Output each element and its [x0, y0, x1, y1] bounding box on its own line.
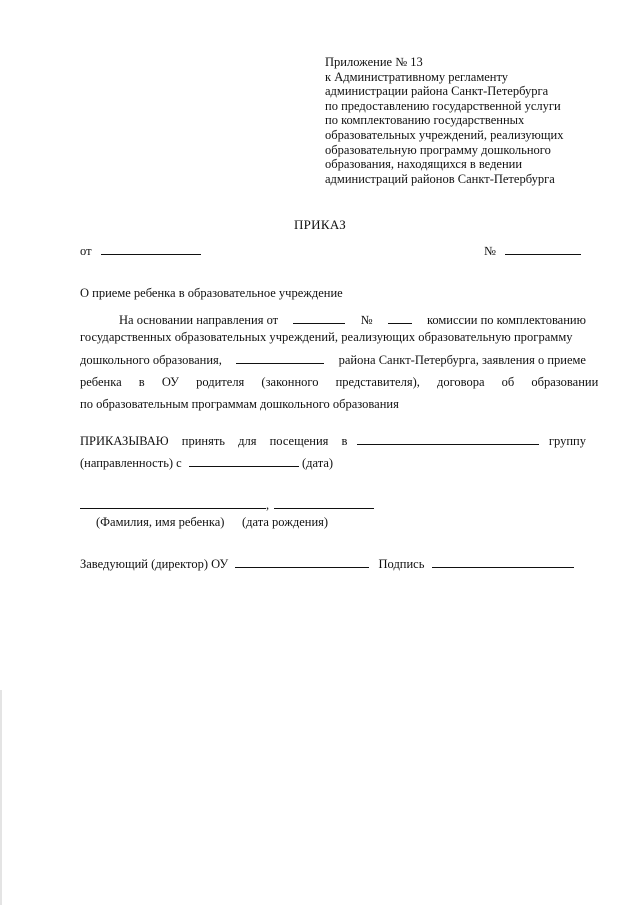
head-name-blank[interactable] [235, 566, 369, 568]
scan-edge [0, 690, 2, 905]
basis-line-2: государственных образовательных учреждений, реализующих образовательную программу [80, 330, 573, 344]
header-line: по предоставлению государственной услуги [325, 98, 561, 113]
signature-row [80, 557, 574, 572]
order-date-row [80, 244, 201, 259]
header-line: администраций районов Санкт-Петербурга [325, 171, 555, 186]
signature-label: Подпись [378, 557, 425, 571]
child-comma: , [266, 498, 270, 512]
basis-line-5: по образовательным программам дошкольного образования [80, 397, 399, 411]
basis-text: района Санкт-Петербурга, заявления о приеме [338, 353, 586, 367]
basis-line-4: ребенка в ОУ родителя (законного представителя), договора об образовании [80, 375, 599, 389]
header-line: образовательных учреждений, реализующих [325, 127, 564, 142]
basis-text: На основании направления от [119, 313, 279, 327]
order-text: (дата) [301, 456, 334, 470]
basis-line-3 [80, 353, 586, 368]
direction-number-blank[interactable] [388, 322, 412, 324]
header-line: администрации района Санкт-Петербурга [325, 84, 549, 99]
order-text: группу [548, 434, 586, 448]
district-blank[interactable] [236, 362, 324, 364]
birth-date-caption: (дата рождения) [242, 515, 329, 529]
basis-line-1 [80, 313, 586, 328]
basis-text: дошкольного образования, [80, 353, 222, 367]
appendix-header [325, 55, 625, 186]
order-number-blank[interactable] [505, 253, 581, 255]
header-line: образования, находящихся в ведении [325, 157, 523, 172]
document-title: ПРИКАЗ [293, 217, 347, 232]
child-name-caption: (Фамилия, имя ребенка) [96, 515, 225, 529]
birth-date-blank[interactable] [274, 507, 374, 509]
order-line-2 [80, 456, 586, 471]
order-line-1 [80, 434, 586, 449]
child-name-blank[interactable] [80, 507, 266, 509]
order-text: ПРИКАЗЫВАЮ принять для посещения в [80, 434, 348, 448]
basis-text: комиссии по комплектованию [426, 313, 586, 327]
start-date-blank[interactable] [189, 465, 299, 467]
number-label: № [484, 244, 496, 258]
basis-number-label: № [360, 313, 373, 327]
header-line: к Административному регламенту [325, 69, 509, 84]
group-blank[interactable] [357, 443, 539, 445]
header-line: образовательную программу дошкольного [325, 142, 551, 157]
header-line: Приложение № 13 [325, 55, 423, 69]
head-label: Заведующий (директор) ОУ [80, 557, 229, 571]
order-subject: О приеме ребенка в образовательное учреждение [80, 286, 343, 300]
signature-blank[interactable] [432, 566, 574, 568]
order-number-row [484, 244, 581, 259]
header-line: по комплектованию государственных [325, 113, 525, 128]
order-text: (направленность) с [80, 456, 182, 470]
direction-date-blank[interactable] [293, 322, 345, 324]
order-date-blank[interactable] [101, 253, 201, 255]
child-fields [80, 498, 374, 513]
date-label: от [80, 244, 92, 258]
